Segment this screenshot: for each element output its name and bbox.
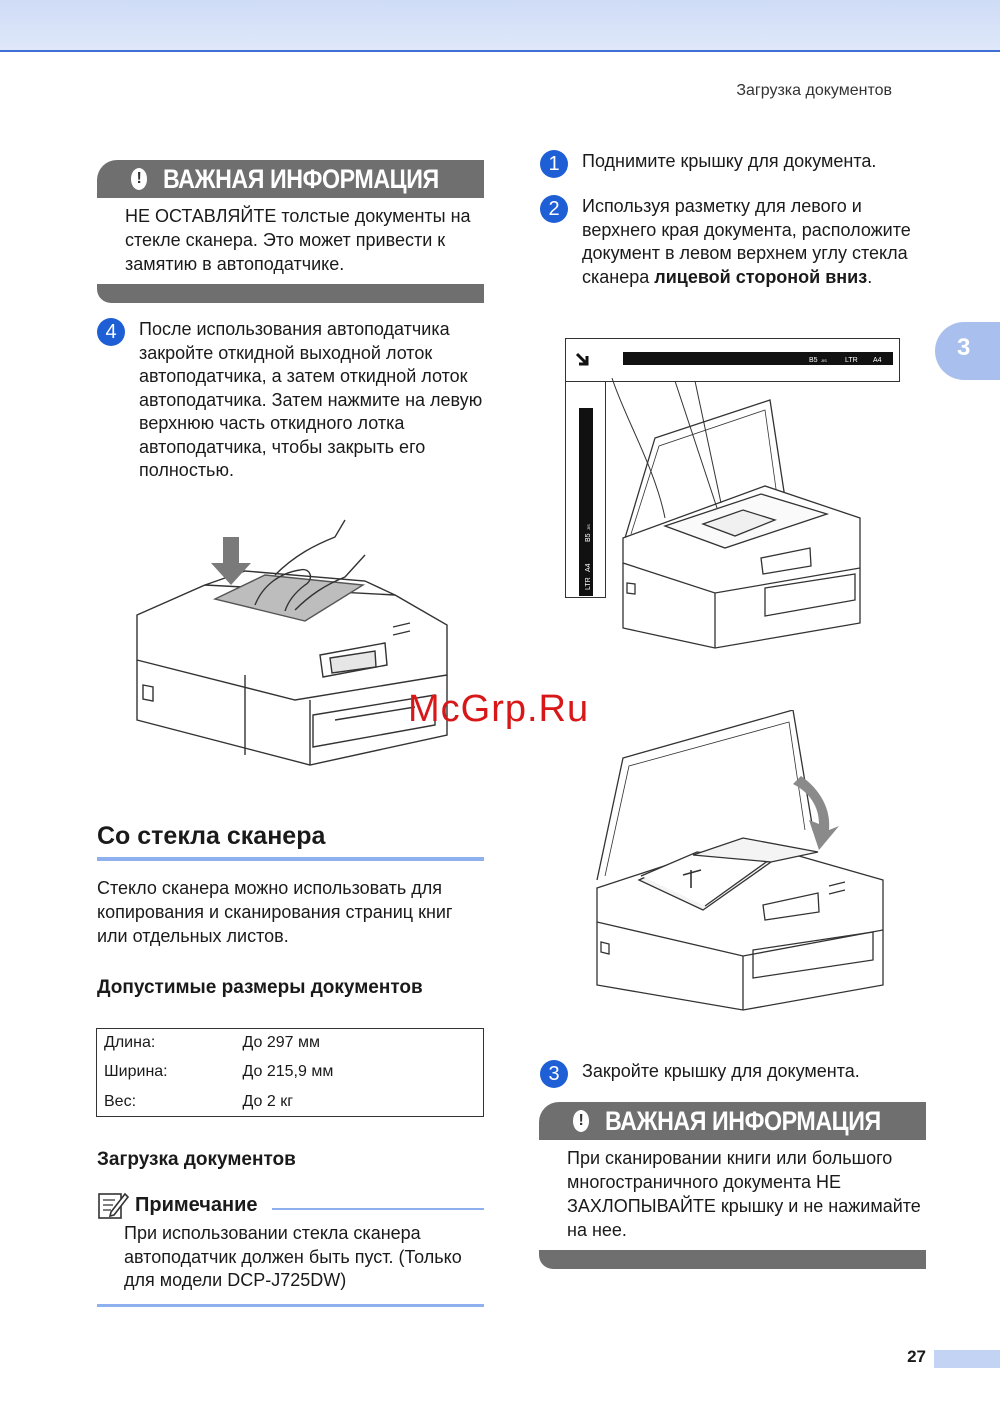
watermark: McGrp.Ru [408, 688, 590, 730]
step-number: 1 [540, 150, 568, 178]
side-mark-a4: A4 [585, 563, 592, 572]
step-text: Поднимите крышку для документа. [582, 151, 877, 171]
step-number: 3 [540, 1060, 568, 1088]
step-text-bold: лицевой стороной вниз [654, 266, 868, 287]
important-header [539, 1102, 926, 1140]
size-value: До 297 мм [242, 1034, 320, 1052]
scale-mark-ltr: LTR [845, 357, 858, 364]
close-cover-illustration [593, 710, 887, 1012]
side-mark-ltr: LTR [585, 577, 592, 590]
scale-mark-b5: B5 [809, 357, 818, 364]
note-pencil-icon [97, 1190, 129, 1220]
close-arrow-icon [793, 776, 839, 850]
size-label: Длина: [104, 1034, 156, 1052]
step-1 [540, 150, 920, 178]
page-number: 27 [907, 1347, 926, 1366]
section-intro: Стекло сканера можно использовать для копирования и сканирования страниц книг или отдельных листов. [97, 878, 453, 946]
note-rule [272, 1208, 484, 1210]
note-box [97, 1188, 484, 1293]
important-footer-bar [97, 284, 484, 303]
size-value: До 2 кг [242, 1092, 294, 1110]
table-row [97, 1058, 484, 1087]
chapter-tab[interactable]: 3 [935, 322, 1000, 380]
important-text: НЕ ОСТАВЛЯЙТЕ толстые документы на стекле сканера. Это может привести к замятию в автоподатчике. [125, 206, 471, 274]
table-row [97, 1029, 484, 1058]
important-box-2 [539, 1102, 926, 1272]
adf-close-illustration [135, 515, 451, 770]
step-3 [540, 1060, 920, 1088]
note-title: Примечание [135, 1193, 258, 1216]
table-row [97, 1087, 484, 1116]
side-mark-jis: JIS [586, 524, 591, 530]
step-number: 2 [540, 195, 568, 223]
step-text: После использования автоподатчика закройте откидной выходной лоток автоподатчика, а затем откидной лоток автоподатчика. Затем нажмите на левую верхнюю часть откидного лотка автоподатчика, чтобы закрыть его полностью. [139, 319, 483, 480]
step-4 [97, 318, 487, 483]
exclamation-icon: ! [131, 168, 147, 190]
important-title: ВАЖНАЯ ИНФОРМАЦИЯ [163, 163, 440, 194]
step-text-tail: . [867, 266, 873, 287]
side-mark-b5: B5 [585, 533, 592, 542]
size-label: Ширина: [104, 1063, 168, 1081]
scale-mark-jis: JIS [821, 358, 827, 363]
step-number: 4 [97, 318, 125, 346]
important-title: ВАЖНАЯ ИНФОРМАЦИЯ [605, 1105, 882, 1136]
scale-mark-a4: A4 [873, 357, 882, 364]
exclamation-icon: ! [573, 1110, 589, 1132]
size-label: Вес: [104, 1092, 137, 1110]
step-text: Закройте крышку для документа. [582, 1061, 860, 1081]
size-value: До 215,9 мм [242, 1063, 334, 1081]
note-bottom-rule [97, 1304, 484, 1307]
scanner-glass-illustration [565, 338, 901, 650]
important-box-1 [97, 160, 484, 305]
sizes-table [96, 1028, 484, 1117]
step-2 [540, 195, 920, 289]
important-header [97, 160, 484, 198]
step-text-main: Используя разметку для левого и верхнего края документа, расположите документ в левом верхнем углу стекла сканера [582, 196, 911, 287]
sizes-title: Допустимые размеры документов [97, 977, 423, 998]
step-text [582, 195, 920, 289]
section-title: Со стекла сканера [97, 822, 484, 861]
note-header [97, 1188, 484, 1222]
important-text: При сканировании книги или большого многостраничного документа НЕ ЗАХЛОПЫВАЙТЕ крышку и не нажимайте на нее. [567, 1148, 921, 1240]
note-text: При использовании стекла сканера автоподатчик должен быть пуст. (Только для модели DCP-J725DW) [124, 1223, 462, 1290]
running-header: Загрузка документов [736, 82, 892, 99]
important-footer-bar [539, 1250, 926, 1269]
top-band [0, 0, 1000, 52]
page-tab [934, 1350, 1000, 1368]
loading-title: Загрузка документов [97, 1149, 296, 1170]
